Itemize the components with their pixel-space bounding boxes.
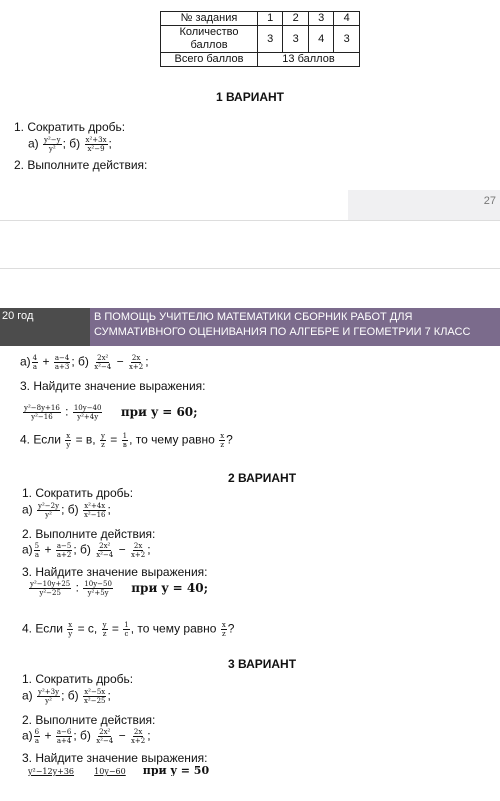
fraction-numerator: x [68,621,73,629]
fraction-numerator: y [102,621,107,629]
fraction [56,728,73,745]
fraction [37,688,60,705]
fraction [100,432,106,449]
fraction [34,728,40,745]
fraction [221,621,227,638]
label-a: а) [22,728,33,743]
divider [0,220,500,221]
task-4-text: = [111,621,119,636]
fraction-numerator: y²−10y+25 [30,580,71,588]
label-a: а) [22,502,33,517]
fraction-denominator: y [68,630,73,638]
fraction-denominator: в [122,441,127,449]
divider [0,268,500,269]
variant-3-title: 3 ВАРИАНТ [228,657,297,671]
fraction [43,136,62,153]
fraction-numerator: y²−y [44,136,61,144]
task-3-expression-partial [28,766,209,776]
task-4-prefix: 4. Если [22,621,63,636]
fraction [54,354,71,371]
fraction [56,542,73,559]
task-4-text: , то чему равно [129,432,215,447]
table-cell: 3 [258,26,283,53]
fraction-numerator: a−5 [56,542,72,550]
condition: при y = 50 [142,766,210,776]
fraction-denominator: x²−4 [96,551,114,559]
task-1-fractions: а) $\frac{\text{y²−2y}}{\text{y²}}$ ; б) $\frac{\text{x²+4x}}{\text{x²−16}}$ ; [22,502,111,519]
page-number: 27 [483,195,496,207]
task-1-heading: 1. Сократить дробь: [14,120,126,134]
fraction [32,354,38,371]
fraction-numerator: y²−2y [38,502,60,510]
fraction [130,542,146,559]
condition: при y = 40; [131,580,209,595]
task-3-heading: 3. Найдите значение выражения: [22,565,208,579]
table-cell: 4 [334,12,360,26]
table-row [161,12,360,26]
fraction-numerator: x [221,621,226,629]
table-cell: 3 [308,12,333,26]
fraction-numerator: 2x [133,728,143,736]
fraction-denominator: a+2 [56,551,72,559]
fraction-numerator: 1 [122,432,128,440]
fraction-denominator: x²−4 [96,737,114,745]
fraction-numerator: 2x² [99,728,111,736]
task-2-heading: 2. Выполните действия: [14,158,148,172]
fraction [130,728,146,745]
task-4-prefix: 4. Если [20,432,61,447]
task-4-text: = [110,432,118,447]
fraction [95,542,114,559]
fraction-denominator: a+3 [54,363,70,371]
task-4-text: = с, [77,621,98,636]
fraction-denominator: y²−25 [39,589,61,597]
fraction-denominator: a [34,551,39,559]
task-4-end: ? [227,621,235,636]
task-2-expressions: а) $\frac{4}{a}$ + $\frac{a-4}{a+3}$ ; б) $\frac{\text{2x²}}{\text{x²−4}}$ − $\frac{2x}{x+2}$ ; [20,354,149,371]
table-cell: 2 [283,12,308,26]
fraction-numerator: 10y−40 [73,404,102,412]
task-1-fractions: а) $\frac{\text{y²−y}}{\text{y²}}$ ; б) $\frac{\text{x²+3x}}{\text{x²−9}}$ ; [28,136,112,153]
label-b: ; б) [61,688,79,703]
fraction-denominator: y² [45,697,52,705]
fraction [34,542,40,559]
label-b: ; б) [62,136,81,151]
banner-year: 20 год [0,308,90,346]
label-a: а) [22,688,33,703]
fraction-numerator: x²+3x [85,136,107,144]
task-3-expression: $\frac{\text{y²−10y+25}}{\text{y²−25}}$ : $\frac{10y-50}{\text{y²+5y}}$ при y = 40; [30,580,209,597]
table-row [161,26,360,53]
fraction-denominator: x²−16 [83,511,106,519]
page-number-bar [348,190,500,220]
table-cell: 3 [283,26,308,53]
fraction-denominator: x+2 [130,551,146,559]
table-cell: 13 баллов [258,53,360,67]
task-1-fractions: а) $\frac{\text{y²+3y}}{\text{y²}}$ ; б) $\frac{\text{x²−5x}}{\text{x²−25}}$ ; [22,688,111,705]
fraction [123,621,129,638]
row-label: Количество баллов [161,26,258,53]
fraction-denominator: с [124,630,129,638]
fraction-denominator: x+2 [130,737,146,745]
fraction [93,354,112,371]
label-b: ; б) [71,354,89,369]
fraction-denominator: a [34,737,39,745]
task-2-expressions: а) $\frac{6}{a}$ + $\frac{a-6}{a+4}$ ; б) $\frac{\text{2x²}}{\text{x²−4}}$ − $\frac{2x}{x+2}$ ; [22,728,151,745]
label-b: ; б) [73,542,91,557]
fraction-numerator: y²+3y [38,688,60,696]
fraction [23,404,61,421]
task-3-expression: $\frac{\text{y²−8y+16}}{\text{y²−16}}$ : $\frac{10y-40}{\text{y²+4y}}$ при y = 60; [24,404,198,421]
fraction-numerator: a−6 [56,728,72,736]
fraction-numerator: 2x [133,542,143,550]
fraction-numerator: 6 [34,728,40,736]
fraction-numerator: 1 [124,621,129,629]
fraction-numerator: 2x [131,354,141,362]
fraction-numerator: x [220,432,225,440]
fraction-denominator: y²+4y [77,413,99,421]
fraction-denominator: z [102,630,107,638]
task-4 [22,621,234,638]
fraction-denominator: x²−4 [94,363,112,371]
task-4-end: ? [226,432,233,447]
score-table [160,11,360,67]
table-row [161,53,360,67]
fraction-numerator: 10y−50 [84,580,112,588]
fraction [102,621,108,638]
variant-1-title: 1 ВАРИАНТ [215,90,285,104]
fraction-denominator: z [220,441,225,449]
fraction-numerator: 4 [32,354,38,362]
fraction-numerator: 2x² [97,354,109,362]
fraction-denominator: x²−25 [83,697,106,705]
condition: при y = 60; [120,404,198,419]
fraction-numerator: x²−5x [84,688,106,696]
fraction-denominator: y²+5y [87,589,109,597]
task-4-text: , то чему равно [130,621,217,636]
task-1-heading: 1. Сократить дробь: [22,672,134,686]
fraction-denominator: z [221,630,226,638]
fraction-numerator: x [66,432,71,440]
label-b: ; б) [61,502,79,517]
label-a: а) [20,354,31,369]
table-cell: 1 [258,12,283,26]
task-3-heading: 3. Найдите значение выражения: [22,751,208,765]
fraction-denominator: x+2 [128,363,144,371]
fraction-denominator: a [32,363,37,371]
fraction-numerator: y²−8y+16 [24,404,60,412]
task-3-heading: 3. Найдите значение выражения: [20,379,206,393]
fraction-denominator: y² [45,511,52,519]
fraction [95,728,114,745]
fraction-denominator: y [66,441,71,449]
variant-2-title: 2 ВАРИАНТ [228,471,297,485]
fraction-numerator: y [100,432,105,440]
fraction-numerator: a−4 [54,354,70,362]
fraction [67,621,73,638]
fraction-denominator: z [101,441,105,449]
fraction [65,432,71,449]
fraction-numerator: x²+4x [84,502,106,510]
fraction [219,432,225,449]
fraction [29,580,71,597]
row-label: Всего баллов [161,53,258,67]
fraction [85,136,108,153]
fraction-denominator: y²−16 [31,413,53,421]
fraction-numerator: y²−12y+36 [28,767,75,776]
fraction [83,688,107,705]
fraction [37,502,60,519]
fraction [122,432,128,449]
fraction-numerator: 2x² [99,542,111,550]
fraction [83,580,113,597]
task-1-heading: 1. Сократить дробь: [22,486,134,500]
fraction-numerator: 10y−60 [94,767,126,776]
fraction-numerator: 5 [34,542,40,550]
label-a: а) [22,542,33,557]
task-2-heading: 2. Выполните действия: [22,713,156,727]
fraction [73,404,103,421]
table-cell: 3 [334,26,360,53]
label-b: ; б) [73,728,91,743]
banner-title: В ПОМОЩЬ УЧИТЕЛЮ МАТЕМАТИКИ СБОРНИК РАБОТ ДЛЯ СУММАТИВНОГО ОЦЕНИВАНИЯ ПО АЛГЕБРЕ И ГЕОМЕТРИИ 7 КЛАСС [90,308,500,346]
fraction-denominator: a+4 [56,737,72,745]
fraction [83,502,107,519]
fraction-denominator: x²−9 [87,145,105,153]
fraction-denominator: y² [48,145,56,153]
task-4-text: = в, [75,432,96,447]
fraction [128,354,144,371]
cropped-line-clip [0,766,500,776]
row-label: № задания [161,12,258,26]
table-cell: 4 [308,26,333,53]
task-4 [20,432,233,449]
label-a: а) [28,136,39,151]
task-2-heading: 2. Выполните действия: [22,527,156,541]
task-2-expressions: а) $\frac{5}{a}$ + $\frac{a-5}{a+2}$ ; б) $\frac{\text{2x²}}{\text{x²−4}}$ − $\frac{2x}{x+2}$ ; [22,542,151,559]
